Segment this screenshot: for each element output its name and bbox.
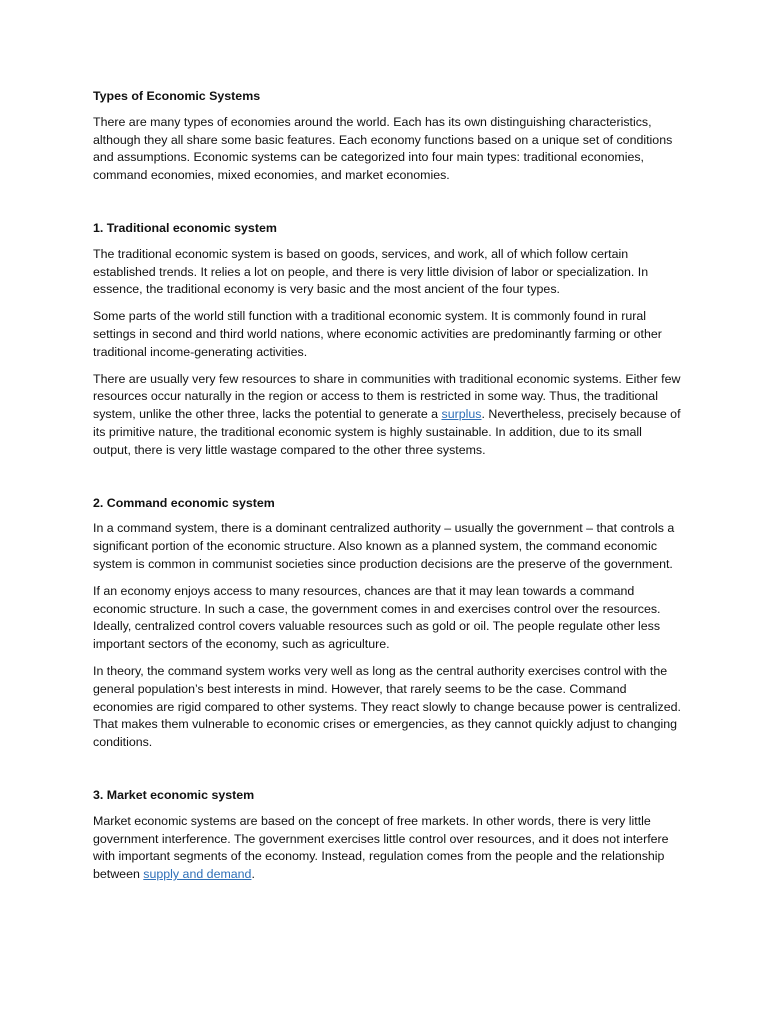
traditional-paragraph-1: The traditional economic system is based on goods, services, and work, all of which follow certain established trends. It relies a lot on people, and there is very little division of labor or specialization. In essence, the traditional economy is very basic and the most ancient of the four types.	[93, 246, 649, 297]
supply-and-demand-link[interactable]: supply and demand	[143, 867, 252, 882]
market-paragraph-1	[93, 813, 683, 884]
section-spacer	[93, 761, 683, 787]
document-page	[93, 88, 683, 893]
command-paragraph-2: If an economy enjoys access to many resources, chances are that it may lean towards a command economic structure. In such a case, the government comes in and exercises control over the resources. Ideally, centralized control covers valuable resources such as gold or oil. The people regulate other less important sectors of the economy, such as agriculture.	[93, 583, 661, 652]
command-paragraph-3: In theory, the command system works very well as long as the central authority exercises control with the general population’s best interests in mind. However, that rarely seems to be the case. Command economies are rigid compared to other systems. They react slowly to change because power is centralized. That makes them vulnerable to economic crises or emergencies, as they cannot quickly adjust to changing conditions.	[93, 663, 681, 750]
command-paragraph-1: In a command system, there is a dominant centralized authority – usually the government – that controls a significant portion of the economic structure. Also known as a planned system, the command economic system is common in communist societies since production decisions are the preserve of the government.	[93, 521, 675, 571]
section-spacer	[93, 469, 683, 495]
traditional-paragraph-3-after: . Nevertheless, precisely because of its primitive nature, the traditional economic system is highly sustainable. In addition, due to its small output, there is very little wastage compared to the other three systems.	[93, 407, 681, 457]
traditional-paragraph-3	[93, 371, 683, 460]
market-paragraph-1-before: Market economic systems are based on the concept of free markets. In other words, there is very little government interference. The government exercises little control over resources, and it does not interfere with important segments of the economy. Instead, regulation comes from the people and the relationship between	[93, 813, 669, 882]
market-paragraph-1-after: .	[251, 867, 255, 882]
document-title: Types of Economic Systems	[93, 89, 261, 103]
section-spacer	[93, 194, 683, 220]
surplus-link[interactable]: surplus	[441, 407, 482, 422]
section-heading-traditional: 1. Traditional economic system	[93, 220, 277, 235]
traditional-paragraph-3-before: There are usually very few resources to share in communities with traditional economic systems. Either few resources occur naturally in the region or access to them is restricted in some way. Thus, the traditional system, unlike the other three, lacks the potential to generate a	[93, 371, 681, 422]
intro-paragraph: There are many types of economies around the world. Each has its own distinguishing characteristics, although they all share some basic features. Each economy functions based on a unique set of conditions and assumptions. Economic systems can be categorized into four main types: traditional economies, command economies, mixed economies, and market economies.	[93, 114, 673, 183]
section-heading-market: 3. Market economic system	[93, 787, 255, 802]
section-heading-command: 2. Command economic system	[93, 495, 275, 510]
traditional-paragraph-2: Some parts of the world still function with a traditional economic system. It is commonly found in rural settings in second and third world nations, where economic activities are predominantly farming or other traditional income-generating activities.	[93, 309, 662, 359]
